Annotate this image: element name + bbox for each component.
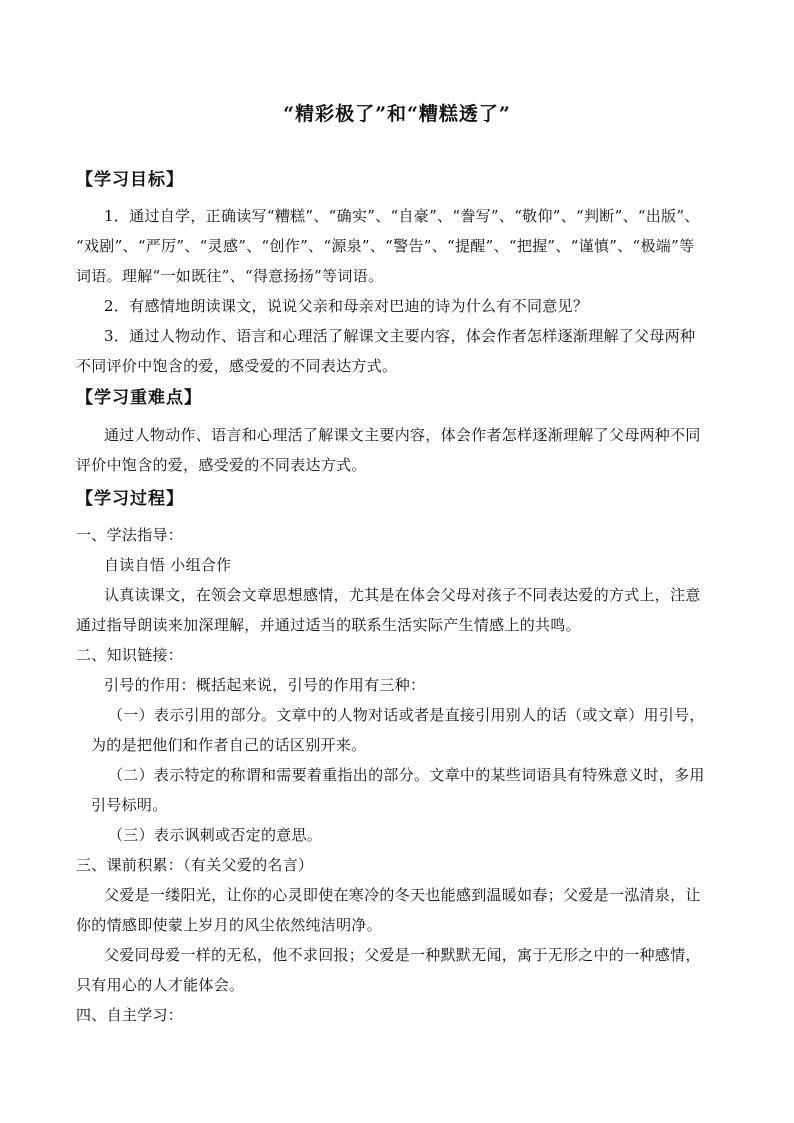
process-line: 父爱是一缕阳光，让你的心灵即使在寒冷的冬天也能感到温暖如春；父爱是一泓清泉，让 <box>104 886 701 904</box>
process-line: 通过指导朗读来加深理解，并通过适当的联系生活实际产生情感上的共鸣。 <box>76 616 581 634</box>
objective-line-3: 词语。理解“一如既往”、“得意扬扬”等词语。 <box>76 267 384 285</box>
process-line: 只有用心的人才能体会。 <box>76 976 245 994</box>
process-line: 认真读课文，在领会文章思想感情，尤其是在体会父母对孩子不同表达爱的方式上，注意 <box>104 586 701 604</box>
process-line: （三）表示讽刺或否定的意思。 <box>108 826 323 844</box>
process-line: 自读自悟 小组合作 <box>104 556 232 574</box>
process-line: 引号标明。 <box>91 796 168 814</box>
objective-line-5: 3．通过人物动作、语言和心理活了解课文主要内容，体会作者怎样逐渐理解了父母两种 <box>104 327 696 345</box>
key-points-line-1: 通过人物动作、语言和心理活了解课文主要内容，体会作者怎样逐渐理解了父母两种不同 <box>104 426 701 444</box>
process-line: 你的情感即使蒙上岁月的风尘依然纯洁明净。 <box>76 916 383 934</box>
process-line: 为的是把他们和作者自己的话区别开来。 <box>91 736 367 754</box>
section-4-heading: 四、自主学习： <box>76 1006 184 1024</box>
section-2-heading: 二、知识链接： <box>76 646 184 664</box>
process-line: 父爱同母爱一样的无私，他不求回报；父爱是一种默默无闻，寓于无形之中的一种感情， <box>104 946 701 964</box>
objectives-heading: 【学习目标】 <box>76 170 184 190</box>
section-3-heading: 三、课前积累：（有关父爱的名言） <box>76 856 314 874</box>
objective-line-2: “戏剧”、“严厉”、“灵感”、“创作”、“源泉”、“警告”、“提醒”、“把握”、“谨慎”、“极端”等 <box>76 237 695 255</box>
objective-line-4: 2．有感情地朗读课文，说说父亲和母亲对巴迪的诗为什么有不同意见？ <box>104 297 589 315</box>
key-points-heading: 【学习重难点】 <box>76 388 202 408</box>
process-line: 引号的作用：概括起来说，引号的作用有三种： <box>104 676 426 694</box>
objective-line-1: 1．通过自学，正确读写“糟糕”、“确实”、“自豪”、“誊写”、“敬仰”、“判断”、“出版”、 <box>104 207 700 225</box>
process-heading: 【学习过程】 <box>76 489 184 509</box>
process-line: （二）表示特定的称谓和需要着重指出的部分。文章中的某些词语具有特殊意义时，多用 <box>108 766 705 784</box>
document-title: “精彩极了”和“糟糕透了” <box>283 103 511 125</box>
objective-line-6: 不同评价中饱含的爱，感受爱的不同表达方式。 <box>76 357 398 375</box>
section-1-heading: 一、学法指导： <box>76 526 184 544</box>
process-line: （一）表示引用的部分。文章中的人物对话或者是直接引用别人的话（或文章）用引号， <box>108 706 705 724</box>
key-points-line-2: 评价中饱含的爱，感受爱的不同表达方式。 <box>76 456 367 474</box>
